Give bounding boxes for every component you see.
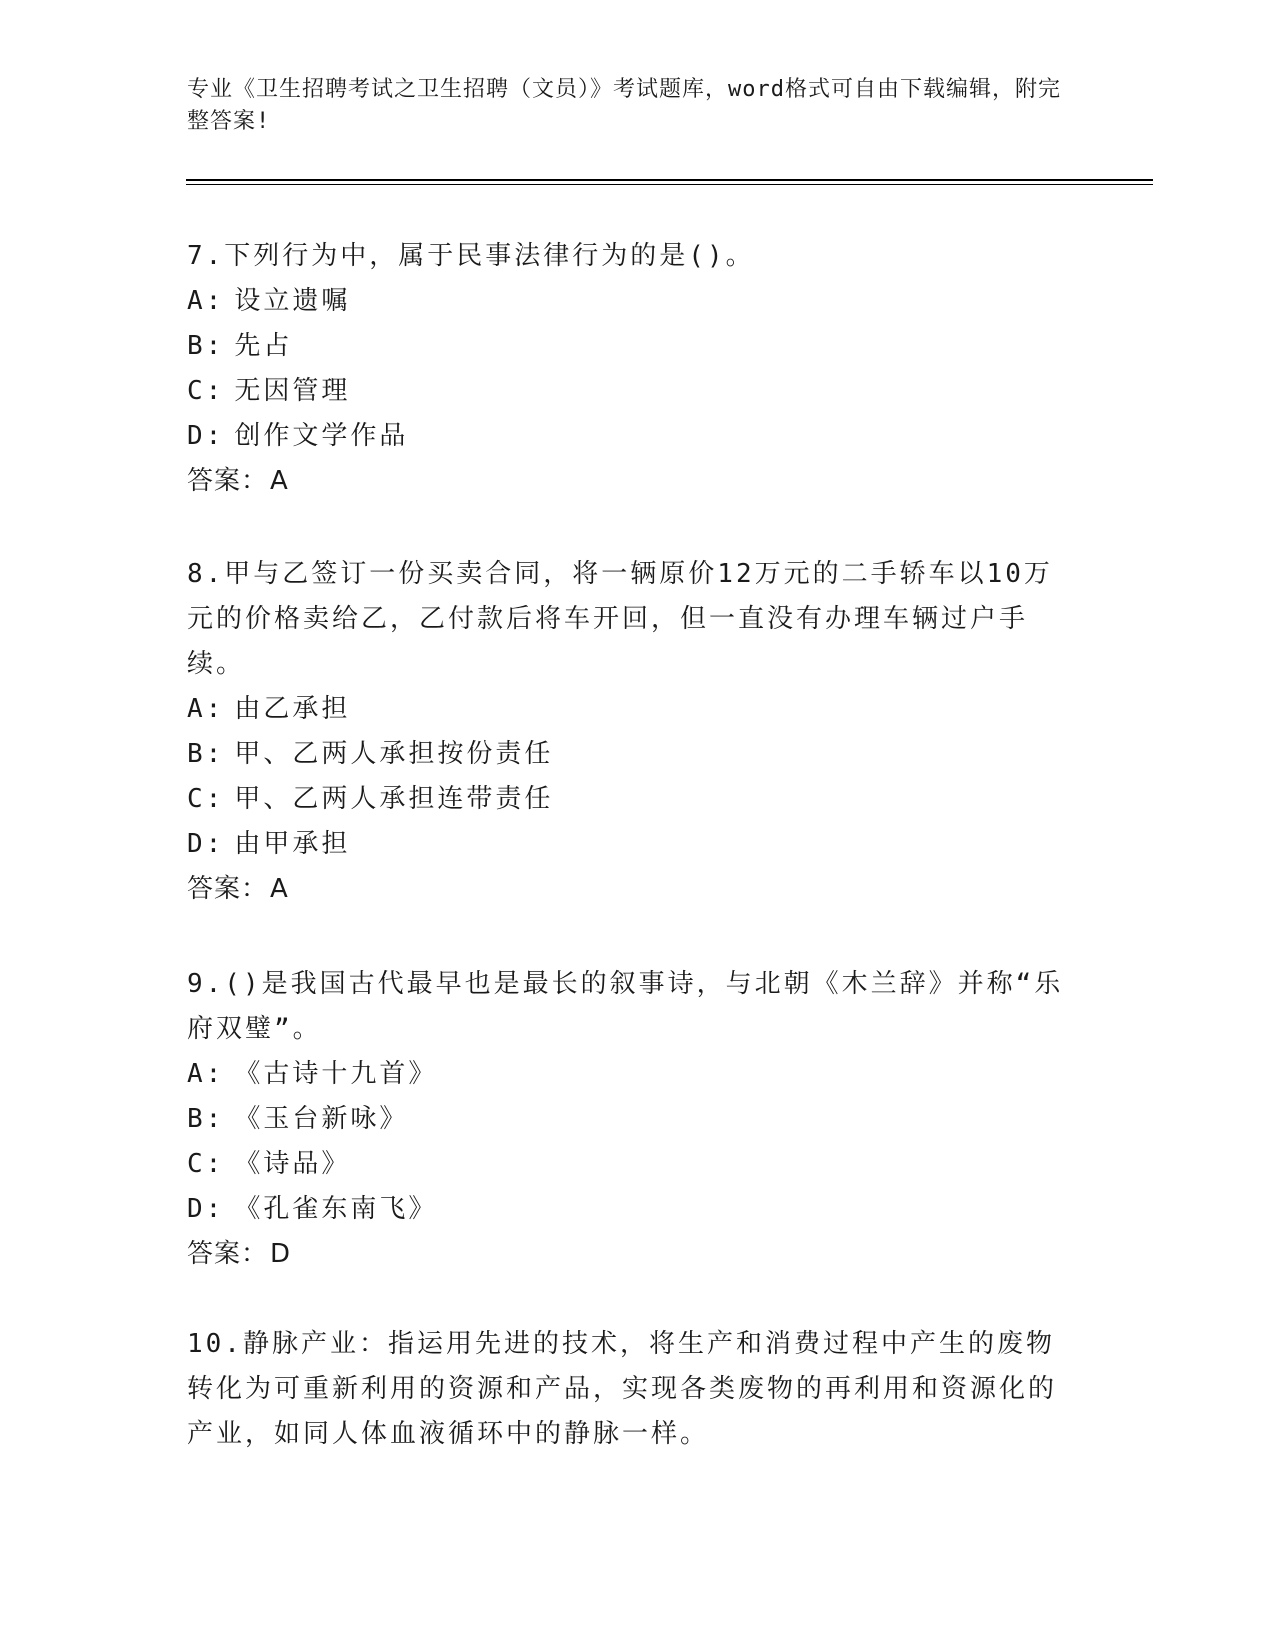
option-key: A: bbox=[187, 694, 225, 724]
option-key: B: bbox=[187, 1104, 225, 1134]
option-b bbox=[187, 732, 1067, 777]
option-c bbox=[187, 777, 1067, 822]
answer-label: 答案： bbox=[187, 466, 269, 496]
option-key: D: bbox=[187, 421, 225, 451]
option-text: 甲、乙两人承担按份责任 bbox=[234, 739, 554, 769]
question-stem: 8.甲与乙签订一份买卖合同，将一辆原价12万元的二手轿车以10万元的价格卖给乙，乙付款后将车开回，但一直没有办理车辆过户手续。 bbox=[187, 559, 1053, 679]
question-10 bbox=[187, 1322, 1067, 1457]
option-key: C: bbox=[187, 784, 225, 814]
option-text: 设立遗嘱 bbox=[234, 286, 351, 316]
answer-value: D bbox=[270, 1239, 292, 1269]
option-c bbox=[187, 369, 1067, 414]
option-text: 由甲承担 bbox=[234, 829, 351, 859]
option-a bbox=[187, 1052, 1067, 1097]
option-c bbox=[187, 1142, 1067, 1187]
option-b bbox=[187, 324, 1067, 369]
option-key: C: bbox=[187, 376, 225, 406]
option-key: C: bbox=[187, 1149, 225, 1179]
option-key: B: bbox=[187, 331, 225, 361]
header-divider-secondary bbox=[186, 184, 1153, 185]
question-8 bbox=[187, 552, 1067, 912]
option-key: A: bbox=[187, 1059, 225, 1089]
question-stem: 10.静脉产业：指运用先进的技术，将生产和消费过程中产生的废物转化为可重新利用的资源和产品，实现各类废物的再利用和资源化的产业，如同人体血液循环中的静脉一样。 bbox=[187, 1329, 1058, 1449]
answer-line bbox=[187, 459, 1067, 504]
header-note: 专业《卫生招聘考试之卫生招聘（文员）》考试题库，word格式可自由下载编辑，附完整答案! bbox=[187, 77, 1061, 134]
option-d bbox=[187, 822, 1067, 867]
option-d bbox=[187, 1187, 1067, 1232]
option-a bbox=[187, 279, 1067, 324]
answer-label: 答案： bbox=[187, 874, 269, 904]
option-text: 无因管理 bbox=[234, 376, 351, 406]
option-text: 《诗品》 bbox=[234, 1149, 351, 1179]
option-key: B: bbox=[187, 739, 225, 769]
option-text: 由乙承担 bbox=[234, 694, 351, 724]
option-text: 《孔雀东南飞》 bbox=[234, 1194, 438, 1224]
option-text: 创作文学作品 bbox=[234, 421, 409, 451]
question-stem: 7.下列行为中，属于民事法律行为的是()。 bbox=[187, 241, 755, 271]
option-key: D: bbox=[187, 829, 225, 859]
option-a bbox=[187, 687, 1067, 732]
answer-line bbox=[187, 867, 1067, 912]
answer-line bbox=[187, 1232, 1067, 1277]
option-text: 《古诗十九首》 bbox=[234, 1059, 438, 1089]
question-stem: 9.()是我国古代最早也是最长的叙事诗，与北朝《木兰辞》并称“乐府双璧”。 bbox=[187, 969, 1064, 1044]
question-7 bbox=[187, 234, 1067, 504]
question-9 bbox=[187, 962, 1067, 1277]
header-divider bbox=[186, 179, 1153, 181]
answer-value: A bbox=[270, 466, 289, 496]
option-key: D: bbox=[187, 1194, 225, 1224]
option-text: 《玉台新咏》 bbox=[234, 1104, 409, 1134]
option-key: A: bbox=[187, 286, 225, 316]
answer-label: 答案： bbox=[187, 1239, 269, 1269]
option-text: 先占 bbox=[234, 331, 293, 361]
option-d bbox=[187, 414, 1067, 459]
option-b bbox=[187, 1097, 1067, 1142]
option-text: 甲、乙两人承担连带责任 bbox=[234, 784, 554, 814]
answer-value: A bbox=[270, 874, 289, 904]
